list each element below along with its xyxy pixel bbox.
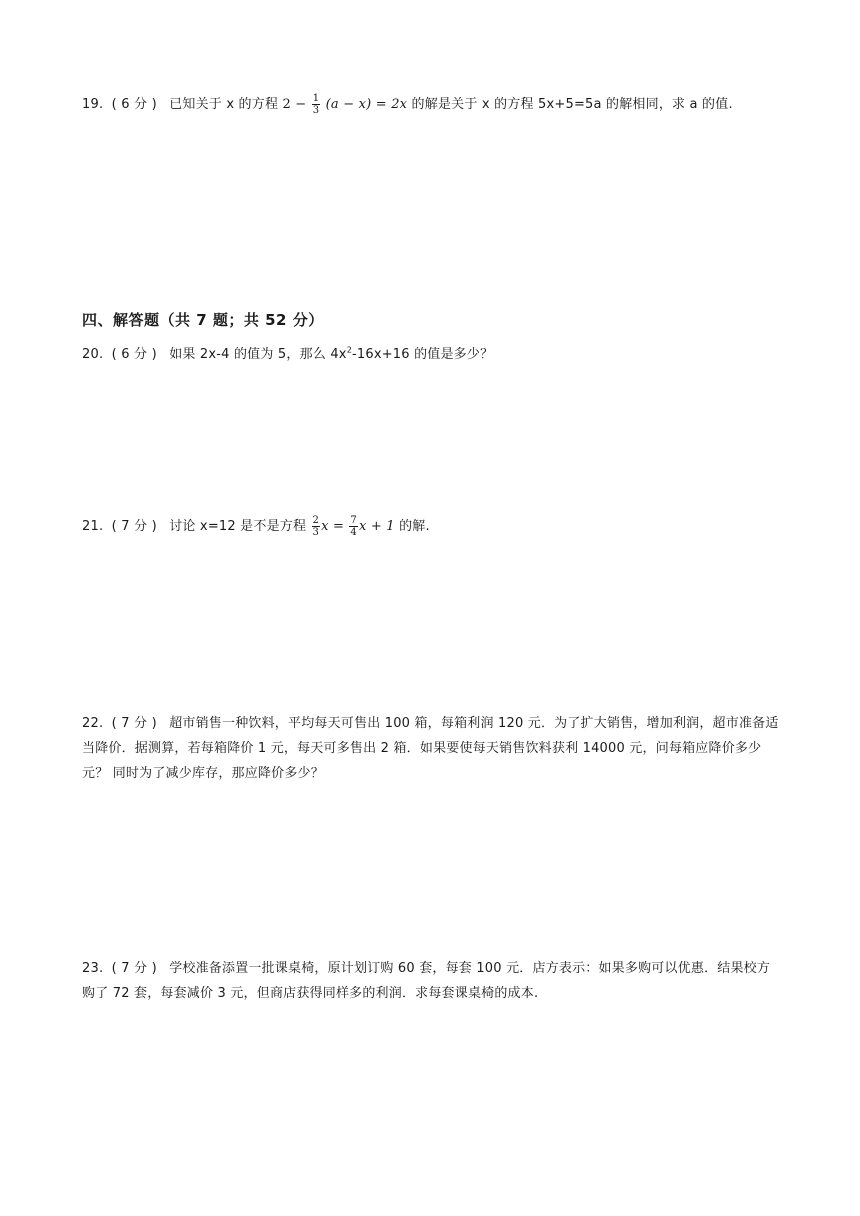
question-points: ( 6 分 ) <box>111 347 157 362</box>
question-text: 超市销售一种饮料，平均每天可售出 100 箱，每箱利润 120 元．为了扩大销售，增加利润，超市准备适当降价．据测算，若每箱降价 1 元，每天可多售出 2 箱．如果要使每天销售饮料获利 14000 元，问每箱应降价多少元？ 同时为了减少库存，那应降价多少？ <box>82 716 779 781</box>
question-text: 已知关于 x 的方程 <box>169 97 279 112</box>
question-number: 19. <box>82 97 104 112</box>
equation: 2 − $\frac{1}{3}$ (a − x) = 2x <box>282 93 408 116</box>
question-number: 21. <box>82 519 104 534</box>
question-text: 学校准备添置一批课桌椅，原计划订购 60 套，每套 100 元．店方表示：如果多购可以优惠．结果校方购了 72 套，每套减价 3 元，但商店获得同样多的利润．求每套课桌椅的成本. <box>82 961 771 1001</box>
question-number: 20. <box>82 347 104 362</box>
fraction: $\frac{2}{3}$ <box>312 515 320 538</box>
question-points: ( 7 分 ) <box>111 961 157 976</box>
exponent: 2 <box>346 345 352 355</box>
question-19 <box>82 92 782 117</box>
question-points: ( 6 分 ) <box>111 97 157 112</box>
question-text: 的解. <box>399 519 430 534</box>
question-21 <box>82 514 782 539</box>
question-points: ( 7 分 ) <box>111 716 157 731</box>
question-23 <box>82 956 782 1006</box>
question-text: 如果 2x-4 的值为 5，那么 4x <box>169 347 347 362</box>
fraction: $\frac{7}{4}$ <box>350 515 357 538</box>
question-number: 23. <box>82 961 104 976</box>
question-number: 22. <box>82 716 104 731</box>
question-22 <box>82 711 782 786</box>
question-text: 的解是关于 x 的方程 5x+5=5a 的解相同，求 a 的值. <box>411 97 733 112</box>
question-points: ( 7 分 ) <box>111 519 157 534</box>
question-text: -16x+16 的值是多少？ <box>351 347 494 362</box>
question-20 <box>82 342 782 367</box>
fraction: $\frac{1}{3}$ <box>312 93 320 116</box>
question-text: 讨论 x=12 是不是方程 <box>169 519 307 534</box>
section-title: 四、解答题（共 7 题；共 52 分） <box>82 311 324 329</box>
equation: $\frac{2}{3}$ x = $\frac{7}{4}$ x + 1 <box>312 515 395 538</box>
